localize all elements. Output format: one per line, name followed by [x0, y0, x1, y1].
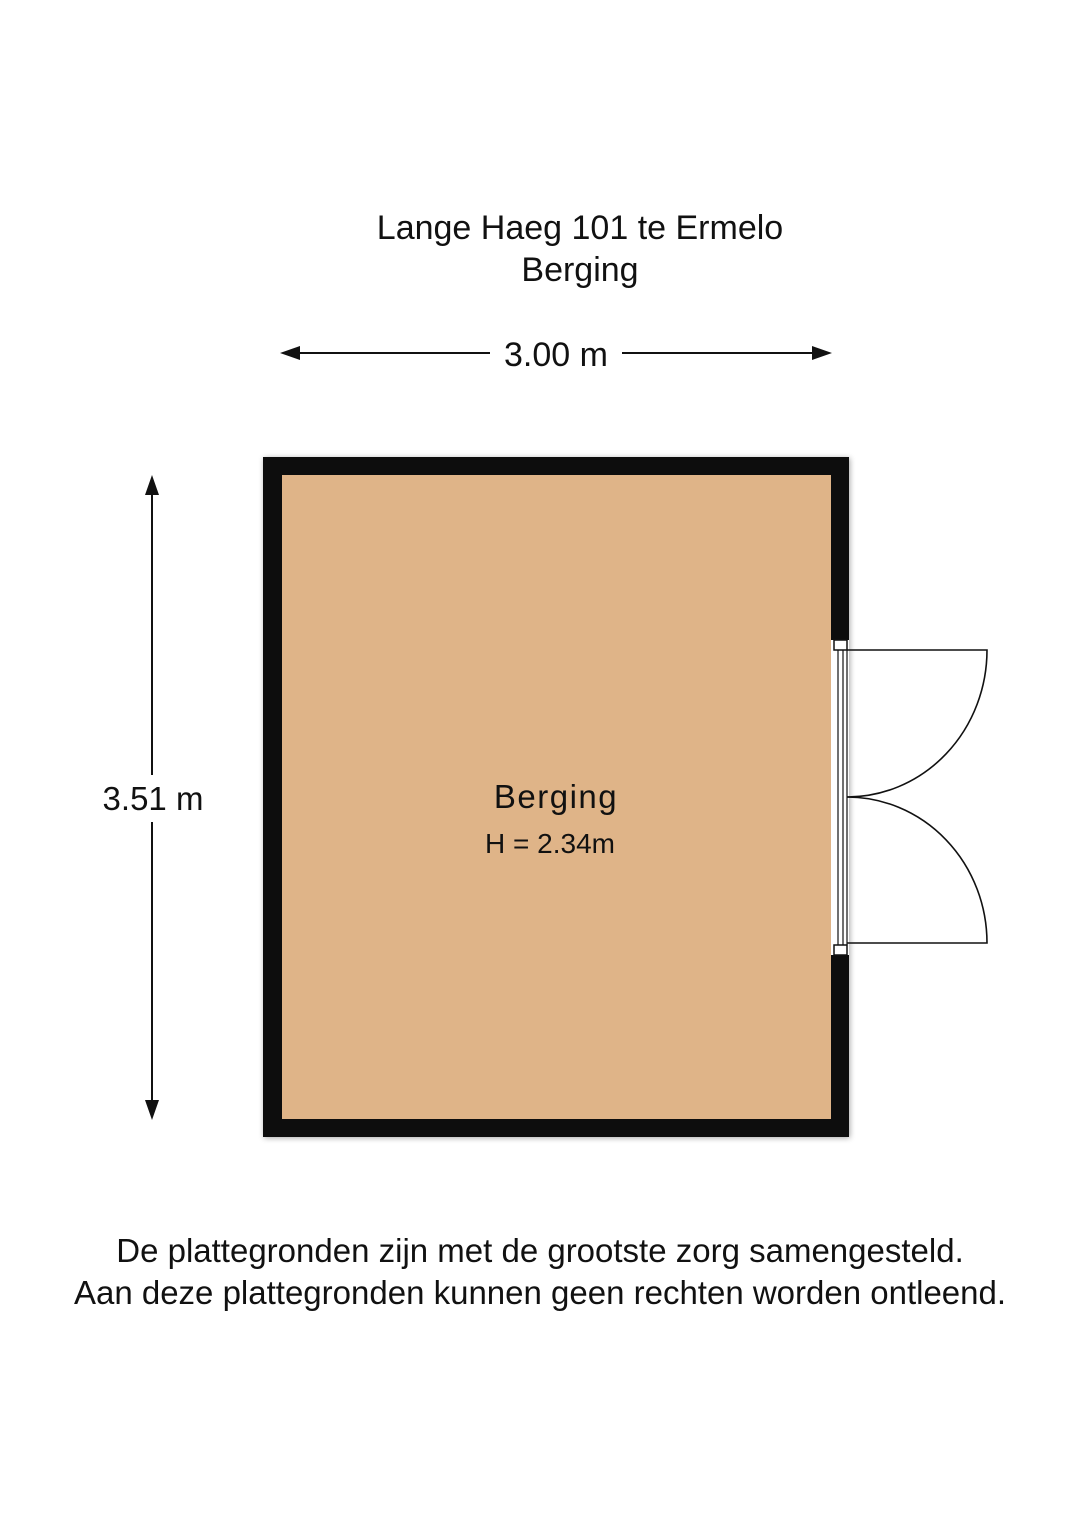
width-label: 3.00 m [504, 336, 608, 374]
width-dimension [280, 336, 832, 374]
disclaimer-line-1: De plattegronden zijn met de grootste zorg samengesteld. [116, 1232, 964, 1269]
arrow-down-icon [145, 1100, 159, 1120]
depth-label: 3.51 m [102, 780, 204, 817]
arrow-left-icon [280, 346, 300, 360]
plan-floor-title: Berging [521, 251, 639, 289]
room-name: Berging [493, 778, 619, 815]
arrow-right-icon [812, 346, 832, 360]
depth-dimension [103, 475, 204, 1120]
double-door [831, 640, 987, 955]
arrow-up-icon [145, 475, 159, 495]
room-height: H = 2.34m [485, 828, 615, 859]
disclaimer-line-2: Aan deze plattegronden kunnen geen rechten worden ontleend. [73, 1274, 1007, 1311]
plan-address-title: Lange Haeg 101 te Ermelo [376, 209, 784, 247]
